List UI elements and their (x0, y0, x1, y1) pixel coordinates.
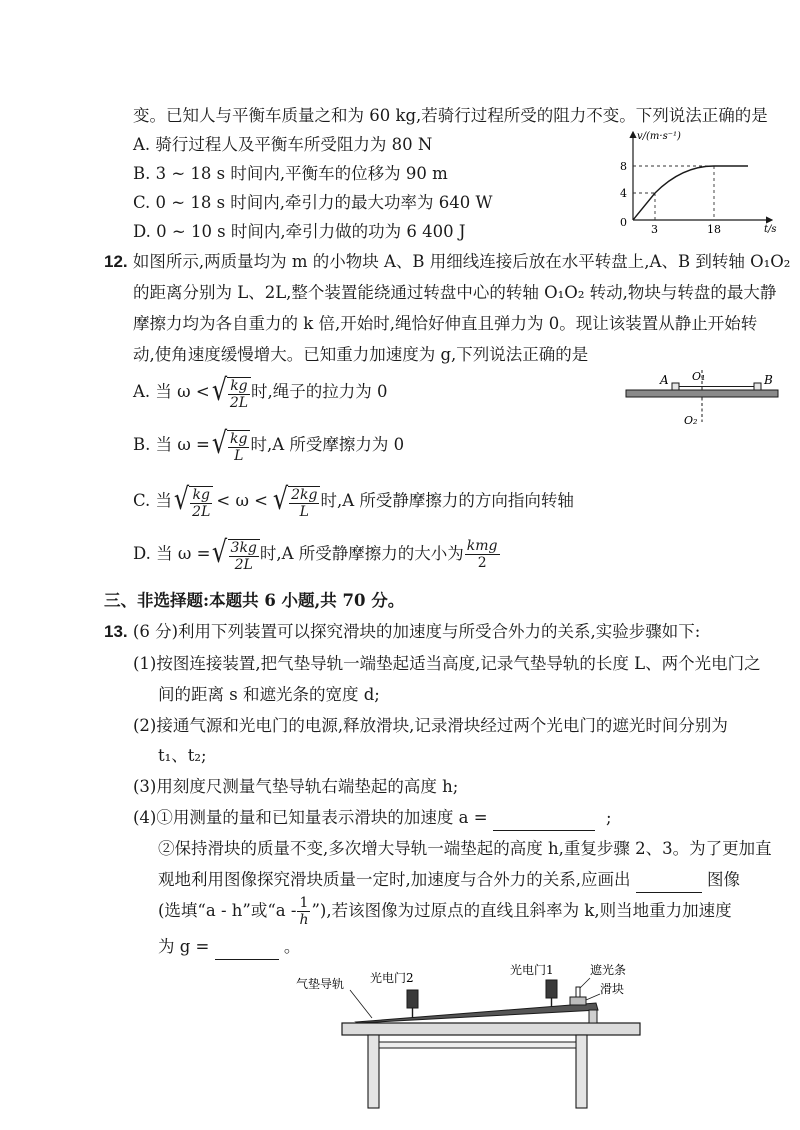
q12-turntable-figure (622, 364, 784, 434)
q13-label-slider: 滑块 (600, 982, 625, 996)
q13-table-leg-left (368, 1035, 379, 1108)
q12-line-2: 的距离分别为 L、2L,整个装置能绕通过转盘中心的转轴 O₁O₂ 转动,物块与转盘的最大静 (133, 283, 777, 302)
q13-photogate-1 (546, 980, 557, 998)
q12-option-c-den-1: 2L (192, 503, 211, 520)
q12-line-3: 摩擦力均为各自重力的 k 倍,开始时,绳恰好伸直且弹力为 0。现让该装置从静止开始转 (133, 314, 758, 333)
q13-leader-rail (350, 990, 372, 1018)
q13-step-4a-end: ; (606, 808, 612, 827)
q12-option-d-sqrt: √ $\frac{3kg}{2L}$ (210, 536, 259, 573)
q12-option-d-fden: 2 (477, 554, 487, 571)
q13-step-4a-text: (4)①用测量的量和已知量表示滑块的加速度 a = (133, 808, 488, 827)
q12-option-a-num: kg (228, 378, 250, 395)
q13-head-line (104, 620, 700, 644)
q12-option-a (133, 372, 388, 412)
q12-option-d-pre: D. 当 ω = (133, 544, 211, 563)
q11-vt-graph (612, 128, 782, 236)
q12-option-b-sqrt: √ $\frac{kg}{L}$ (210, 427, 251, 464)
q11-velocity-curve (633, 166, 748, 220)
q12-option-d (133, 534, 501, 574)
q12-option-b (133, 425, 404, 465)
q11-option-d: D. 0 ~ 10 s 时间内,牵引力做的功为 6 400 J (133, 222, 466, 241)
q12-option-d-num: 3kg (230, 539, 257, 556)
q13-head: (6 分)利用下列装置可以探究滑块的加速度与所受合外力的关系,实验步骤如下: (132, 622, 701, 641)
q13-leader-slider (586, 994, 600, 1000)
q12-option-c-den-2: L (299, 503, 309, 520)
q12-option-c-mid: < ω < (216, 491, 268, 510)
q12-option-d-fraction (465, 538, 500, 571)
q12-option-c-sqrt-1: √ $\frac{kg}{2L}$ (172, 483, 213, 520)
q13-step-4d-post: ”),若该图像为过原点的直线且斜率为 k,则当地重力加速度 (311, 901, 732, 920)
q12-option-c (133, 481, 574, 521)
q12-option-c-post: 时,A 所受静摩擦力的方向指向转轴 (320, 491, 574, 510)
q12-option-c-num-1: kg (190, 487, 212, 504)
q13-table-rail (379, 1042, 576, 1048)
q12-option-a-den: 2L (229, 394, 249, 411)
q13-air-track (356, 1003, 598, 1023)
q13-label-rail: 气垫导轨 (296, 977, 345, 991)
q13-label-strip: 遮光条 (590, 963, 627, 977)
q13-track-support (589, 1010, 597, 1023)
q13-step-4e (158, 935, 300, 960)
q13-number: 13. (104, 622, 128, 641)
q11-y-tick-4: 4 (620, 187, 627, 200)
q13-step-4d-pre: (选填“a - h”或“a - (158, 901, 297, 920)
q12-option-b-den: L (234, 447, 244, 464)
q13-step-4d-fden: h (299, 911, 309, 928)
q11-intro: 变。已知人与平衡车质量之和为 60 kg,若骑行过程所受的阻力不变。下列说法正确的是 (133, 106, 768, 125)
q13-answer-blank-g[interactable] (215, 935, 279, 960)
q12-option-c-pre: C. 当 (133, 491, 173, 510)
q13-label-gate2: 光电门2 (370, 971, 414, 985)
q11-y-tick-8: 8 (620, 160, 627, 173)
q12-option-a-post: 时,绳子的拉力为 0 (251, 382, 388, 401)
q13-step-2a: (2)接通气源和光电门的电源,释放滑块,记录滑块经过两个光电门的遮光时间分别为 (133, 716, 728, 735)
q12-label-a: A (660, 373, 669, 387)
q13-shading-strip (576, 987, 580, 997)
q12-text-1: 如图所示,两质量均为 m 的小物块 A、B 用细线连接后放在水平转盘上,A、B 到转轴 O₁O₂ (132, 252, 791, 271)
q13-step-1b: 间的距离 s 和遮光条的宽度 d; (158, 685, 380, 704)
q12-label-o1: O₁ (692, 370, 706, 383)
q13-label-gate1: 光电门1 (510, 963, 554, 977)
q12-line-1 (104, 250, 790, 274)
q12-option-c-num-2: 2kg (291, 486, 318, 503)
q11-option-c: C. 0 ~ 18 s 时间内,牵引力的最大功率为 640 W (133, 193, 493, 212)
q12-option-d-mid: 时,A 所受静摩擦力的大小为 (259, 544, 464, 563)
q12-option-d-fnum: kmg (466, 537, 498, 554)
q13-step-3: (3)用刻度尺测量气垫导轨右端垫起的高度 h; (133, 777, 459, 796)
q11-option-b: B. 3 ~ 18 s 时间内,平衡车的位移为 90 m (133, 164, 448, 183)
section-3-title: 三、非选择题:本题共 6 小题,共 70 分。 (104, 591, 405, 610)
q12-option-d-den: 2L (234, 556, 253, 573)
q12-label-b: B (764, 373, 773, 387)
q12-option-b-pre: B. 当 ω = (133, 435, 210, 454)
q13-step-1a: (1)按图连接装置,把气垫导轨一端垫起适当高度,记录气垫导轨的长度 L、两个光电门之 (133, 654, 761, 673)
q11-x-axis-label: t/s (764, 224, 777, 235)
q12-block-a (672, 383, 679, 390)
q12-option-a-pre: A. 当 ω < (133, 382, 210, 401)
q12-number: 12. (104, 252, 128, 271)
q12-block-b (754, 383, 761, 390)
q11-origin: 0 (620, 216, 627, 229)
q13-step-4d-fnum: 1 (297, 895, 310, 912)
q12-option-c-sqrt-2: √ $\frac{2kg}{L}$ (271, 483, 320, 520)
q13-step-4c-end: 图像 (707, 870, 740, 889)
q13-slider (570, 997, 586, 1005)
q12-option-b-post: 时,A 所受摩擦力为 0 (250, 435, 405, 454)
q13-step-4b: ②保持滑块的质量不变,多次增大导轨一端垫起的高度 h,重复步骤 2、3。为了更加直 (158, 839, 772, 858)
q13-step-2b: t₁、t₂; (158, 746, 207, 765)
q11-x-tick-18: 18 (707, 223, 721, 236)
q12-turntable-disk (626, 390, 778, 397)
q13-step-4a (133, 806, 612, 831)
q11-option-a: A. 骑行过程人及平衡车所受阻力为 80 N (133, 135, 433, 154)
q13-leader-strip (580, 978, 590, 988)
q11-y-axis-label: v/(m·s⁻¹) (637, 131, 681, 142)
q12-line-4: 动,使角速度缓慢增大。已知重力加速度为 g,下列说法正确的是 (133, 345, 589, 364)
q12-option-b-num: kg (230, 430, 248, 447)
q13-photogate-2 (407, 990, 418, 1008)
q13-step-4d (158, 889, 732, 933)
q12-label-o2: O₂ (684, 414, 698, 427)
q13-answer-blank-a[interactable] (493, 806, 595, 831)
q13-air-track-figure (290, 960, 650, 1110)
q12-option-a-sqrt: √ $\frac{kg}{2L}$ (210, 374, 251, 411)
q11-x-tick-3: 3 (651, 223, 658, 236)
q13-step-4e-text: 为 g = (158, 937, 210, 956)
q13-step-4c-text: 观地利用图像探究滑块质量一定时,加速度与合外力的关系,应画出 (158, 870, 631, 889)
q13-step-4d-fraction (297, 895, 310, 928)
q13-step-4e-end: 。 (283, 937, 301, 956)
q13-table-leg-right (576, 1035, 587, 1108)
q13-table-top (342, 1023, 640, 1035)
